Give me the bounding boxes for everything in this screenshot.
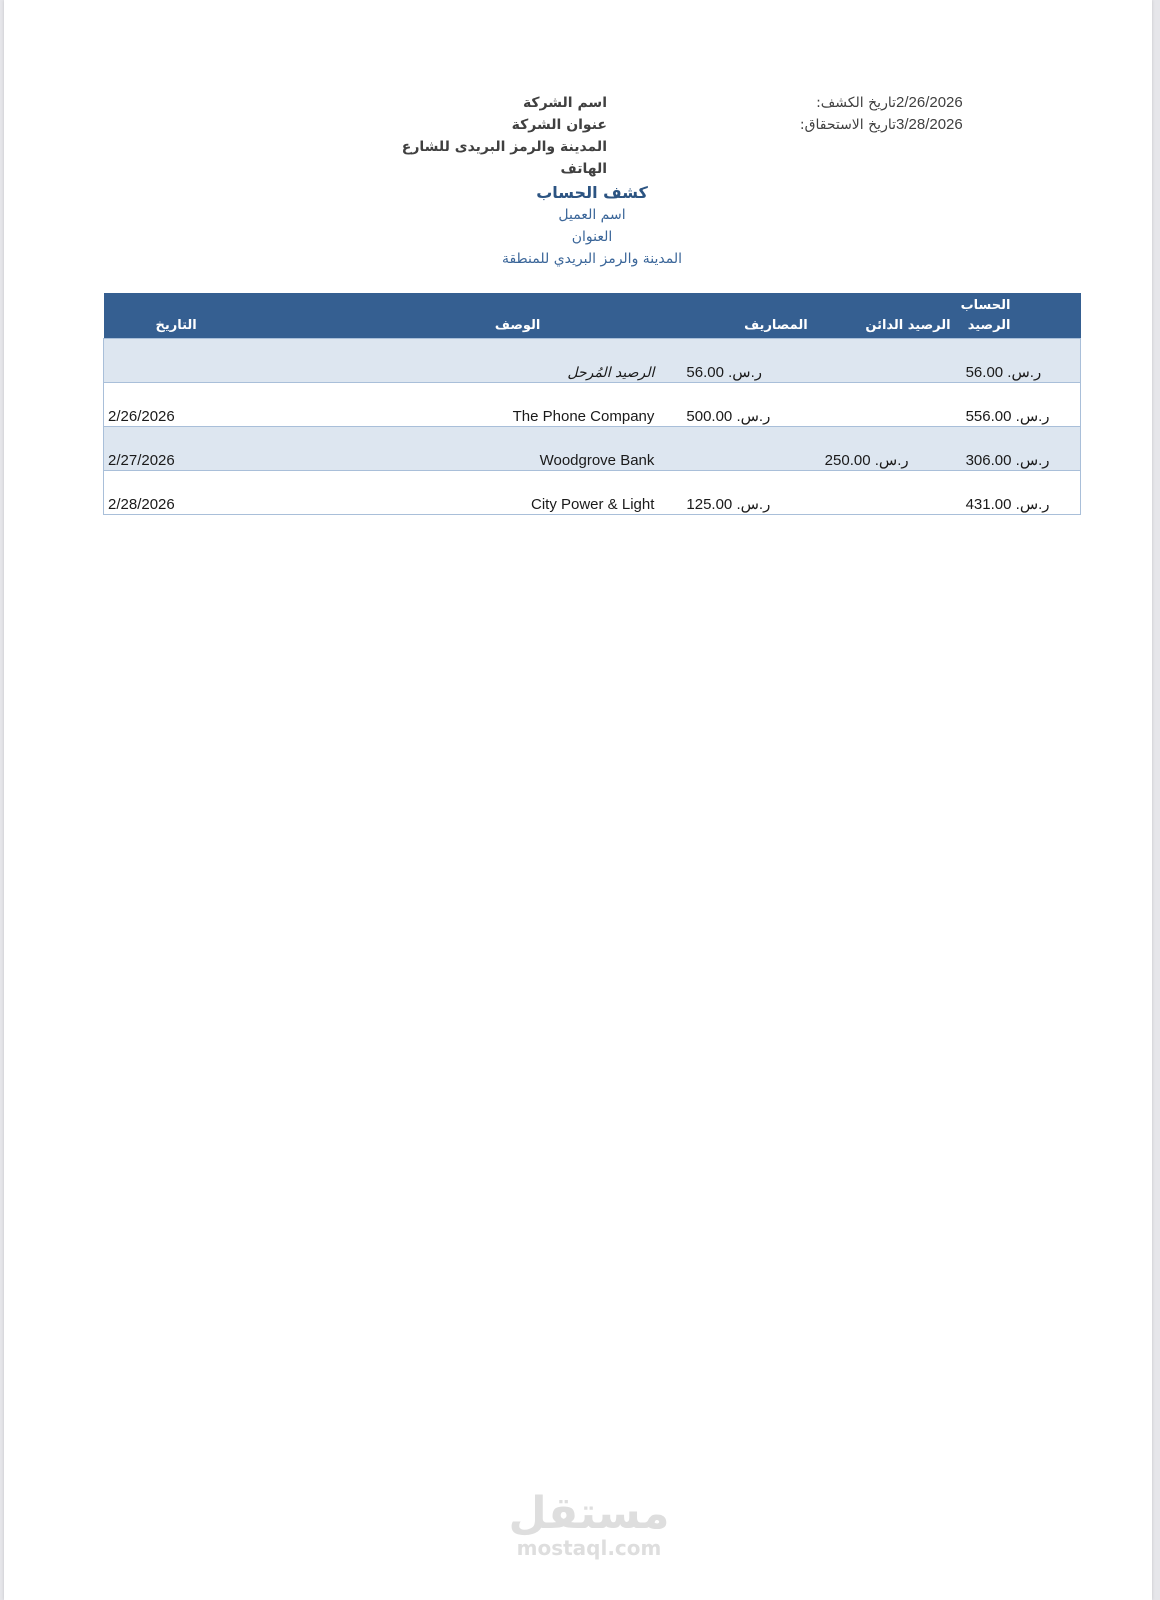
statement-date-value: 2/26/2026 (896, 94, 963, 111)
row-expenses (680, 426, 819, 470)
due-date-label: تاريخ الاستحقاق: (799, 117, 896, 133)
watermark-logo (474, 1490, 704, 1558)
row-credit (820, 382, 961, 426)
row-description: The Phone Company (512, 407, 655, 425)
row-description: City Power & Light (531, 495, 655, 513)
row-balance: ر.س. 556.00 (965, 407, 1050, 425)
company-address: عنوان الشركة (511, 117, 607, 133)
company-phone: الهاتف (560, 161, 607, 177)
statement-date-row (760, 92, 1000, 114)
customer-city-zip: المدينة والرمز البريدي للمنطقة (501, 251, 683, 267)
due-date-row (760, 114, 1000, 136)
header-expenses: المصاريف (744, 317, 808, 333)
header-balance (961, 293, 1081, 338)
statement-title: كشف الحساب (536, 183, 648, 202)
row-credit (820, 338, 961, 382)
header-balance-line2: الرصيد (967, 317, 1011, 333)
watermark-arabic: مستقل (508, 1488, 670, 1539)
customer-name: اسم العميل (558, 207, 626, 223)
table-row (104, 470, 1081, 514)
dates-block (760, 92, 1000, 136)
row-description: الرصيد المُرحل (567, 364, 655, 381)
row-date: 2/26/2026 (108, 407, 175, 425)
document-page (4, 0, 1152, 1600)
statement-table (103, 293, 1081, 515)
company-name: اسم الشركة (522, 95, 607, 111)
row-credit: ر.س. 250.00 (824, 451, 909, 469)
header-balance-line1: الحساب (960, 297, 1011, 313)
row-balance: ر.س. 56.00 (965, 363, 1042, 381)
table-row (104, 382, 1081, 426)
row-expenses: ر.س. 125.00 (686, 495, 771, 513)
table-row (104, 338, 1081, 382)
row-balance: ر.س. 431.00 (965, 495, 1050, 513)
table-row (104, 426, 1081, 470)
row-expenses: ر.س. 500.00 (686, 407, 771, 425)
row-date (104, 338, 273, 382)
row-description: Woodgrove Bank (539, 451, 655, 469)
header-date: التاريخ (155, 317, 197, 333)
statement-block (4, 182, 1160, 270)
row-expenses: ر.س. 56.00 (686, 363, 762, 381)
company-city-zip: المدينة والرمز البريدى للشارع (401, 139, 607, 155)
row-date: 2/27/2026 (108, 451, 175, 469)
row-credit (820, 470, 961, 514)
row-balance: ر.س. 306.00 (965, 451, 1050, 469)
customer-address: العنوان (571, 229, 613, 245)
header-description: الوصف (494, 317, 541, 333)
watermark-latin: mostaql.com (516, 1536, 662, 1560)
statement-date-label: تاريخ الكشف: (816, 95, 896, 111)
table-header-row (104, 293, 1081, 338)
company-block (402, 92, 607, 180)
due-date-value: 3/28/2026 (896, 116, 963, 133)
row-date: 2/28/2026 (108, 495, 175, 513)
header-credit: الرصيد الدائن (865, 317, 951, 333)
